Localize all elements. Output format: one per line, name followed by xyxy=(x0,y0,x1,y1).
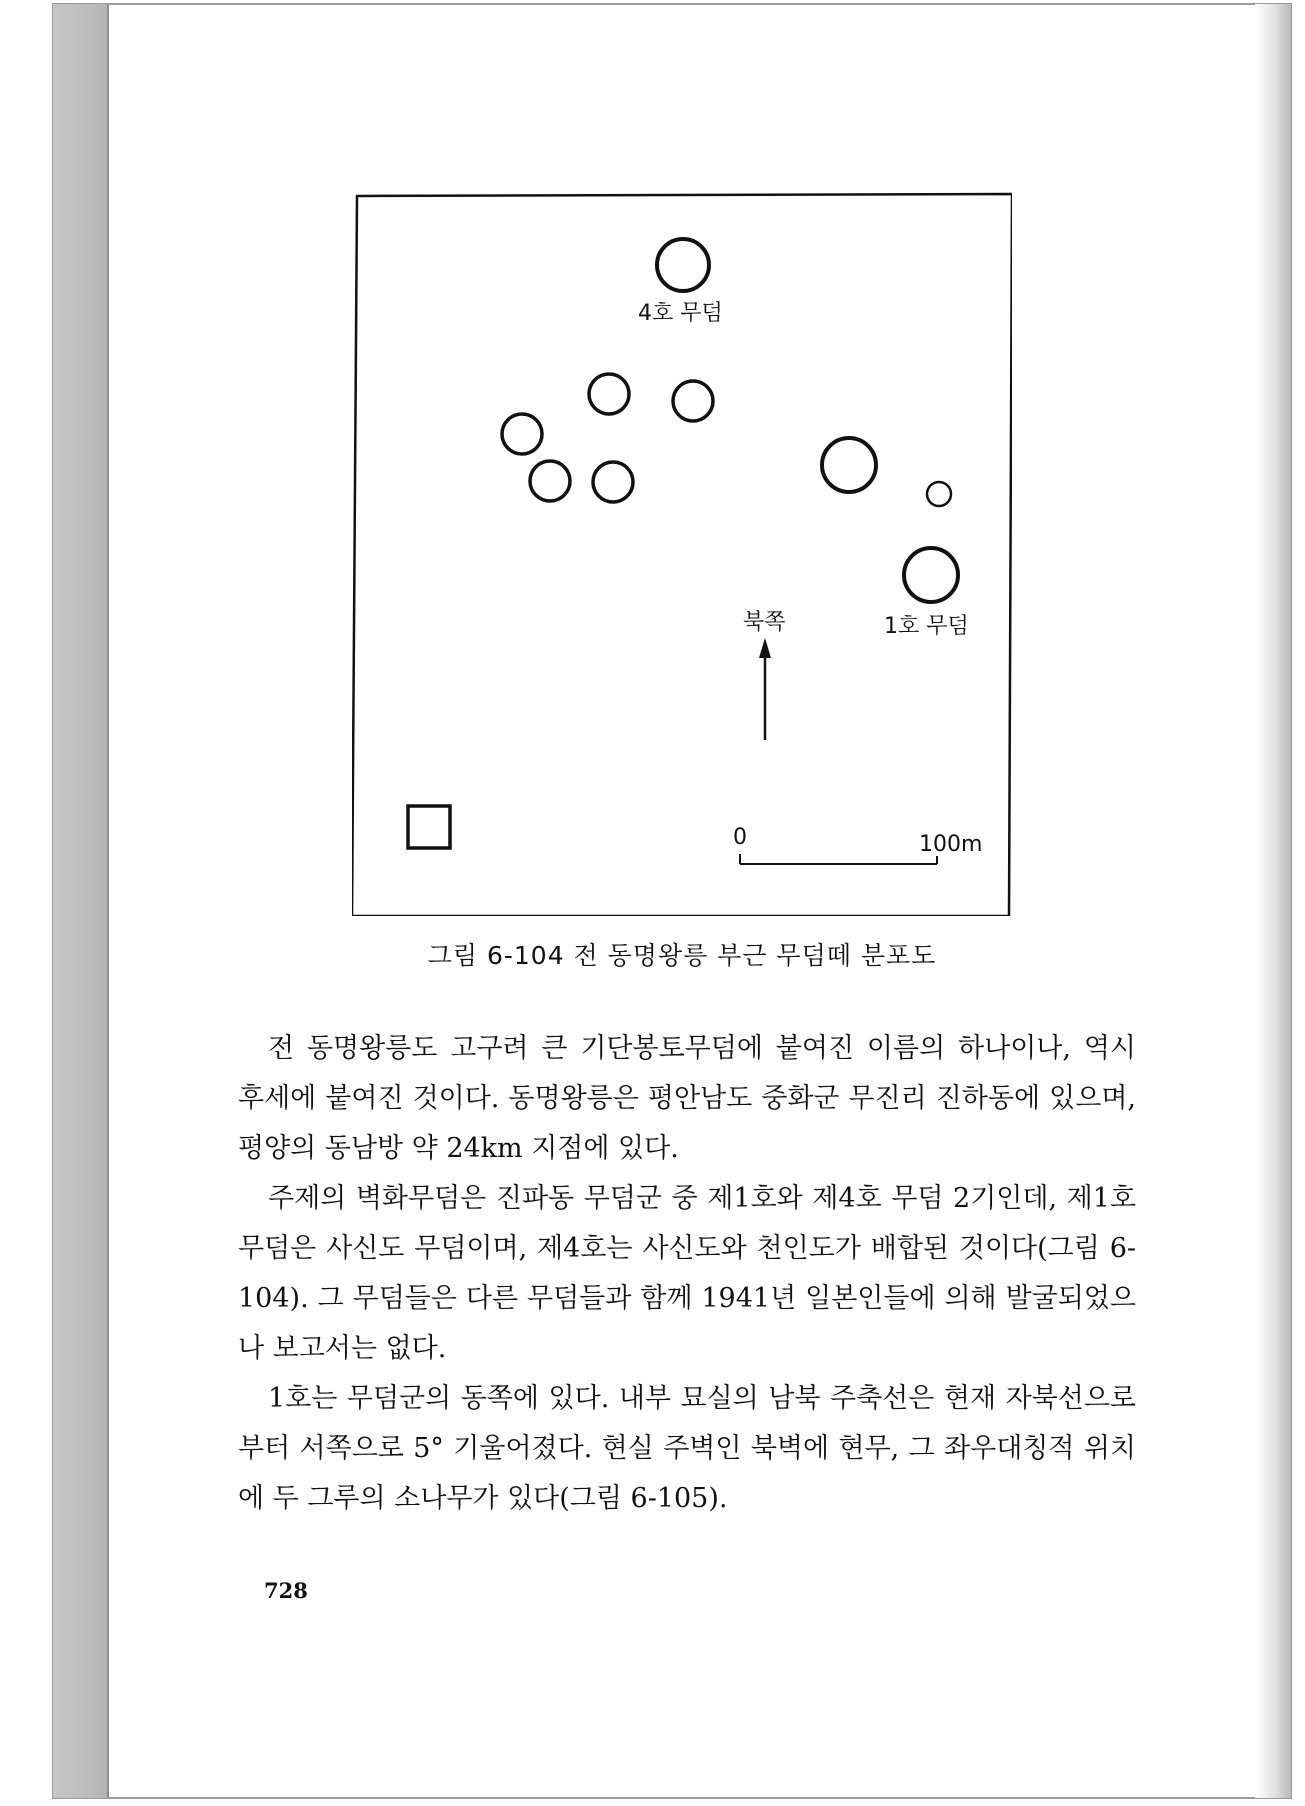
north-label: 북쪽 xyxy=(743,610,786,635)
paragraph: 주제의 벽화무덤은 진파동 무덤군 중 제1호와 제4호 무덤 2기인데, 제1호 무덤은 사신도 무덤이며, 제4호는 사신도와 천인도가 배합된 것이다(그림 6-104). 그 무덤들은 다른 무덤들과 함께 1941년 일본인들에 의해 발굴되었으나 보고서는 없다. xyxy=(238,1183,1136,1364)
page-edge-shadow xyxy=(1255,4,1291,1798)
scale-zero-label: 0 xyxy=(733,825,747,850)
tomb-marker xyxy=(822,438,876,492)
tomb-marker xyxy=(589,374,629,414)
figure-caption: 그림 6-104 전 동명왕릉 부근 무덤떼 분포도 xyxy=(427,941,937,970)
paragraph: 1호는 무덤군의 동쪽에 있다. 내부 묘실의 남북 주축선은 현재 자북선으로부터 서쪽으로 5° 기울어졌다. 현실 주벽인 북벽에 현무, 그 좌우대칭적 위치에 두 그루의 소나무가 있다(그림 6-105). xyxy=(238,1383,1136,1514)
tomb-4-marker xyxy=(657,239,709,291)
tomb-distribution-map xyxy=(352,192,1012,916)
north-arrow-head xyxy=(759,638,771,658)
body-text xyxy=(238,1024,1136,1524)
tomb-1-marker xyxy=(904,548,958,602)
tomb-1-label: 1호 무덤 xyxy=(884,614,969,639)
tomb-marker xyxy=(530,461,570,501)
tomb-4-label: 4호 무덤 xyxy=(638,301,723,326)
tomb-marker xyxy=(593,462,633,502)
book-spine xyxy=(53,4,109,1798)
page-number: 728 xyxy=(264,1578,308,1603)
tomb-marker xyxy=(502,414,542,454)
tomb-marker-small xyxy=(927,482,951,506)
tomb-marker xyxy=(673,381,713,421)
scale-end-label: 100m xyxy=(919,832,983,857)
legend-square xyxy=(408,806,450,848)
paragraph: 전 동명왕릉도 고구려 큰 기단봉토무덤에 붙여진 이름의 하나이나, 역시 후세에 붙여진 것이다. 동명왕릉은 평안남도 중화군 무진리 진하동에 있으며, 평양의 동남방 약 24km 지점에 있다. xyxy=(238,1033,1136,1164)
